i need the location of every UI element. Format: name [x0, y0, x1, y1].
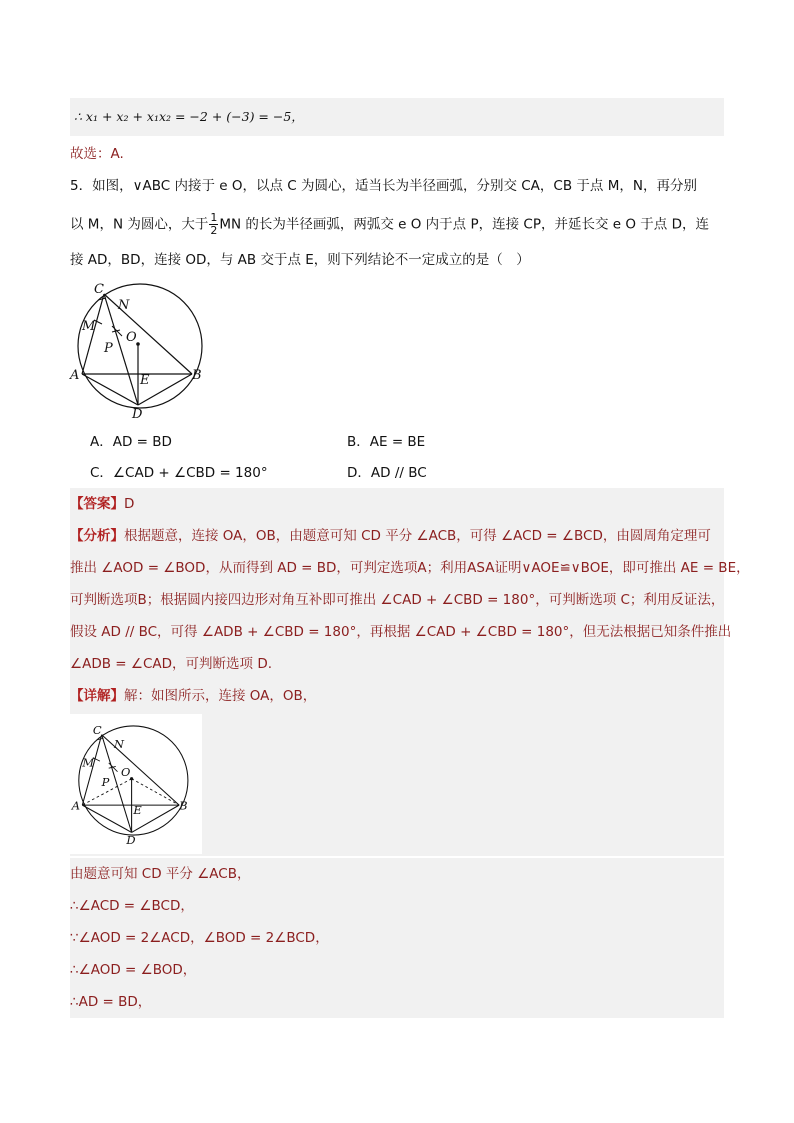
question-text-2b: MN 的长为半径画弧，两弧交 e O 内于点 P，连接 CP，并延长交 e O 于点 D，连	[219, 216, 709, 233]
option-d-text: D．AD // BC	[347, 465, 427, 481]
formula-line	[70, 98, 724, 136]
label-a: A	[70, 368, 80, 383]
analysis-tag: 【分析】	[70, 528, 124, 544]
label-o: O	[126, 330, 137, 345]
label-m-2: M	[82, 755, 95, 770]
label-c-2: C	[92, 722, 102, 737]
option-c-text: C．∠CAD + ∠CBD = 180°	[90, 465, 268, 481]
option-a-text: A．AD = BD	[90, 434, 172, 450]
analysis-text-1: 根据题意，连接 OA，OB，由题意可知 CD 平分 ∠ACB，可得 ∠ACD = ∠BCD，由圆周角定理可	[124, 528, 711, 544]
point-o	[136, 342, 140, 346]
analysis-line-2	[70, 552, 750, 584]
label-p-2: P	[101, 774, 110, 789]
label-b-2: B	[179, 798, 188, 813]
geometry-figure-1	[68, 280, 218, 420]
question-line-2	[70, 212, 724, 238]
question-line-1	[70, 176, 724, 196]
label-m: M	[82, 319, 96, 334]
label-p: P	[104, 341, 113, 356]
segment-ob-dashed	[132, 779, 180, 805]
fraction-denominator: 2	[210, 224, 218, 237]
detail-step-5	[70, 986, 724, 1018]
detail-step-2-text: ∴∠ACD = ∠BCD，	[70, 898, 194, 914]
option-b[interactable]	[347, 432, 425, 452]
answer-tag: 【答案】	[70, 496, 124, 512]
detail-step-4	[70, 954, 724, 986]
prev-answer	[70, 144, 724, 164]
option-b-text: B．AE = BE	[347, 434, 426, 450]
prev-answer-text: 故选：A.	[70, 146, 124, 162]
detail-step-5-text: ∴AD = BD，	[70, 994, 152, 1010]
label-e: E	[140, 373, 150, 388]
analysis-text-5: ∠ADB = ∠CAD，可判断选项 D.	[70, 656, 273, 672]
analysis-line-1	[70, 520, 724, 552]
label-o-2: O	[121, 765, 131, 780]
detail-intro	[70, 680, 724, 712]
label-c: C	[94, 282, 104, 297]
label-b: B	[192, 368, 202, 383]
option-c[interactable]	[90, 463, 268, 483]
detail-step-1-text: 由题意可知 CD 平分 ∠ACB，	[70, 866, 251, 882]
label-a-2: A	[71, 798, 81, 813]
detail-step-2	[70, 890, 724, 922]
circle-o	[78, 284, 202, 408]
analysis-text-4: 假设 AD // BC，可得 ∠ADB + ∠CBD = 180°，再根据 ∠CAD + ∠CBD = 180°，但无法根据已知条件推出	[70, 624, 732, 640]
answer-value: D	[124, 496, 135, 512]
question-line-3	[70, 250, 724, 270]
detail-intro-text: 解：如图所示，连接 OA，OB，	[124, 688, 317, 704]
option-d[interactable]	[347, 463, 427, 483]
label-n: N	[118, 298, 130, 313]
label-e-2: E	[133, 802, 142, 817]
option-a[interactable]	[90, 432, 172, 452]
detail-step-4-text: ∴∠AOD = ∠BOD，	[70, 962, 197, 978]
label-n-2: N	[114, 736, 125, 751]
analysis-text-3: 可判断选项B；根据圆内接四边形对角互补即可推出 ∠CAD + ∠CBD = 180°，可判断选项 C；利用反证法，	[70, 592, 725, 608]
label-d-2: D	[126, 832, 136, 847]
detail-tag: 【详解】	[70, 688, 124, 704]
fraction-half	[209, 212, 218, 237]
fraction-numerator: 1	[210, 211, 218, 224]
geometry-figure-2	[70, 714, 202, 854]
label-d: D	[132, 407, 143, 420]
analysis-line-4	[70, 616, 732, 648]
analysis-text-2: 推出 ∠AOD = ∠BOD，从而得到 AD = BD，可判定选项A；利用ASA证明∨AOE≌∨BOE，即可推出 AE = BE，	[70, 560, 750, 576]
point-o-2	[130, 777, 133, 780]
circle-o-2	[79, 726, 188, 835]
answer-line	[70, 488, 724, 520]
detail-step-1	[70, 858, 724, 890]
question-text-1: 5．如图，∨ABC 内接于 e O，以点 C 为圆心，适当长为半径画弧，分别交 CA，CB 于点 M，N，再分别	[70, 178, 697, 194]
analysis-line-5	[70, 648, 724, 680]
detail-step-3	[70, 922, 724, 954]
formula-text: ∴ x₁ + x₂ + x₁x₂ = −2 + (−3) = −5，	[74, 109, 304, 124]
question-text-2a: 以 M，N 为圆心，大于	[70, 216, 209, 233]
analysis-line-3	[70, 584, 724, 616]
question-text-3: 接 AD，BD，连接 OD，与 AB 交于点 E，则下列结论不一定成立的是（ ）	[70, 252, 530, 268]
detail-step-3-text: ∵∠AOD = 2∠ACD，∠BOD = 2∠BCD，	[70, 930, 329, 946]
